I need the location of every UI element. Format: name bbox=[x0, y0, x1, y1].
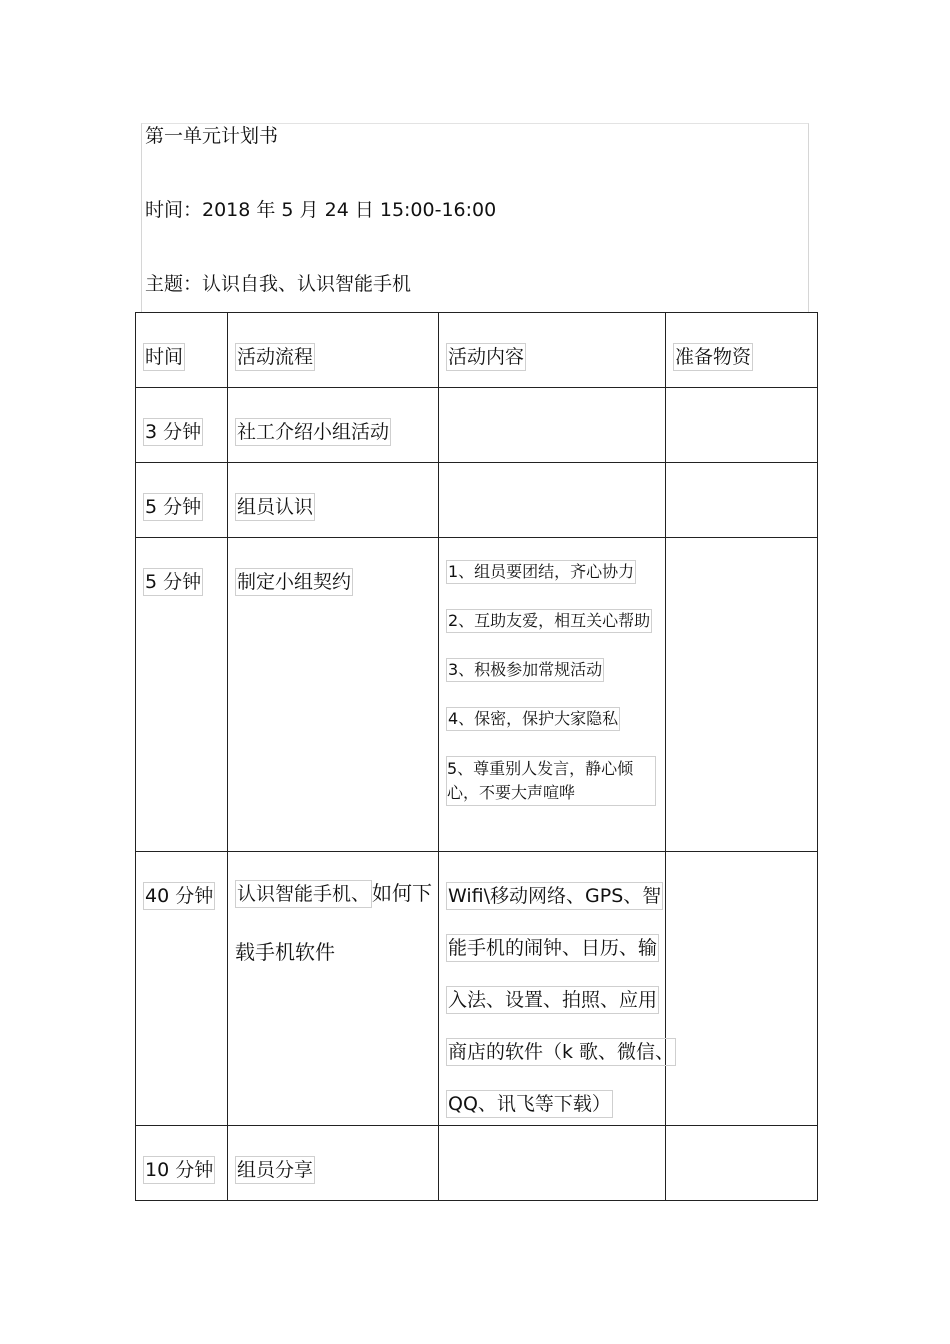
table-row bbox=[136, 538, 818, 852]
list-item: 5、尊重别人发言，静心倾心，不要大声喧哗 bbox=[446, 756, 656, 806]
process-text: 组员分享 bbox=[235, 1156, 315, 1184]
process-cell bbox=[228, 538, 439, 852]
list-item: 3、积极参加常规活动 bbox=[446, 658, 604, 682]
content-line: Wifi\移动网络、GPS、智 bbox=[446, 882, 663, 910]
header-cell-process bbox=[228, 313, 439, 388]
process-cell bbox=[228, 463, 439, 538]
column-header: 活动流程 bbox=[235, 343, 315, 371]
content-cell bbox=[439, 852, 675, 1126]
list-item: 2、互助友爱，相互关心帮助 bbox=[446, 609, 652, 633]
materials-cell bbox=[666, 388, 818, 463]
time-cell bbox=[136, 463, 228, 538]
table-row bbox=[136, 463, 818, 538]
activity-plan-table bbox=[135, 312, 818, 1201]
duration-text: 5 分钟 bbox=[143, 493, 203, 521]
content-line: 入法、设置、拍照、应用 bbox=[446, 986, 659, 1014]
header-cell-materials bbox=[666, 313, 818, 388]
time-cell bbox=[136, 1126, 228, 1201]
process-text: 制定小组契约 bbox=[235, 568, 353, 596]
materials-cell bbox=[666, 852, 818, 1126]
content-cell bbox=[439, 388, 666, 463]
table-row bbox=[136, 1126, 818, 1201]
time-cell bbox=[136, 538, 228, 852]
content-cell bbox=[439, 463, 666, 538]
document-title: 第一单元计划书 bbox=[145, 125, 279, 147]
session-theme: 主题：认识自我、认识智能手机 bbox=[145, 273, 412, 295]
content-cell bbox=[439, 538, 666, 852]
column-header: 准备物资 bbox=[673, 343, 753, 371]
contract-rules-list bbox=[439, 538, 665, 806]
content-line: 能手机的闹钟、日历、输 bbox=[446, 934, 659, 962]
process-text: 认识智能手机、 bbox=[235, 880, 372, 908]
duration-text: 5 分钟 bbox=[143, 568, 203, 596]
time-cell bbox=[136, 388, 228, 463]
table-header-row bbox=[136, 313, 818, 388]
materials-cell bbox=[666, 538, 818, 852]
process-text: 组员认识 bbox=[235, 493, 315, 521]
content-cell bbox=[439, 1126, 666, 1201]
header-cell-time bbox=[136, 313, 228, 388]
table-row bbox=[136, 388, 818, 463]
process-text-continued: 如何下 bbox=[372, 881, 433, 905]
process-cell bbox=[228, 852, 439, 1126]
time-cell bbox=[136, 852, 228, 1126]
smartphone-topics bbox=[439, 852, 675, 1118]
process-text-continued: 载手机软件 bbox=[235, 940, 335, 964]
header-cell-content bbox=[439, 313, 666, 388]
process-text: 社工介绍小组活动 bbox=[235, 418, 391, 446]
table-row bbox=[136, 852, 818, 1126]
materials-cell bbox=[666, 1126, 818, 1201]
content-line: QQ、讯飞等下载） bbox=[446, 1090, 613, 1118]
content-line: 商店的软件（k 歌、微信、 bbox=[446, 1038, 676, 1066]
plan-header bbox=[141, 123, 809, 313]
list-item: 1、组员要团结，齐心协力 bbox=[446, 560, 636, 584]
duration-text: 40 分钟 bbox=[143, 882, 215, 910]
process-cell bbox=[228, 388, 439, 463]
duration-text: 10 分钟 bbox=[143, 1156, 215, 1184]
materials-cell bbox=[666, 463, 818, 538]
column-header: 时间 bbox=[143, 343, 185, 371]
session-time: 时间：2018 年 5 月 24 日 15:00-16:00 bbox=[145, 199, 497, 221]
duration-text: 3 分钟 bbox=[143, 418, 203, 446]
process-cell bbox=[228, 1126, 439, 1201]
list-item: 4、保密，保护大家隐私 bbox=[446, 707, 620, 731]
column-header: 活动内容 bbox=[446, 343, 526, 371]
